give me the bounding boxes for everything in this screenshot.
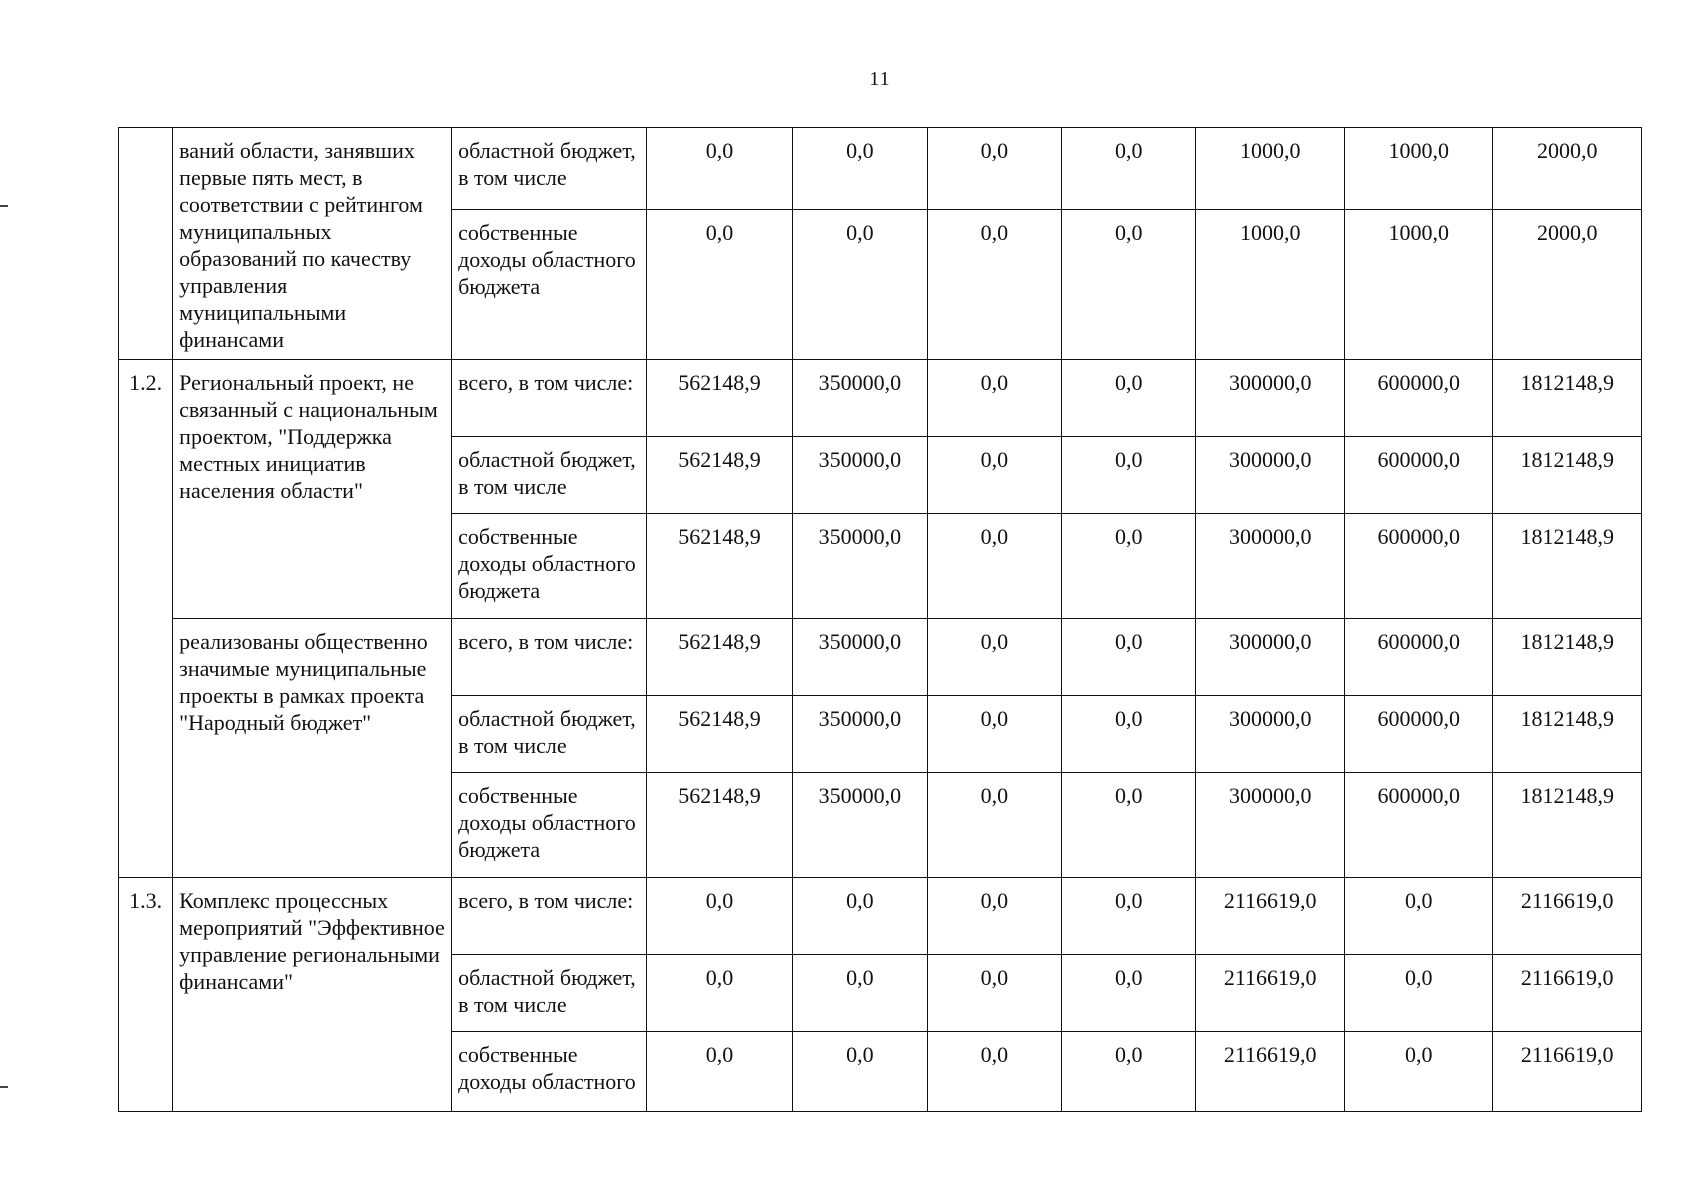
funding-source: собственные доходы областного бюджета: [452, 209, 647, 359]
amount-cell: 0,0: [646, 878, 792, 955]
amount-cell: 0,0: [927, 696, 1061, 773]
amount-cell: 0,0: [646, 128, 792, 210]
amount-cell: 2000,0: [1493, 128, 1642, 210]
amount-cell: 0,0: [927, 360, 1061, 437]
table-row: [119, 878, 1642, 955]
amount-cell: 562148,9: [646, 360, 792, 437]
amount-cell: 300000,0: [1196, 696, 1344, 773]
edge-mark: [0, 1086, 8, 1088]
funding-source: областной бюджет, в том числе: [452, 696, 647, 773]
funding-source: всего, в том числе:: [452, 878, 647, 955]
item-number: 1.3.: [119, 878, 173, 1112]
item-description: Комплекс процессных мероприятий "Эффективное управление региональными финансами": [173, 878, 452, 1112]
amount-cell: 350000,0: [793, 696, 927, 773]
budget-table: [118, 127, 1642, 1112]
funding-source: областной бюджет, в том числе: [452, 128, 647, 210]
amount-cell: 0,0: [1062, 619, 1196, 696]
amount-cell: 600000,0: [1344, 619, 1492, 696]
amount-cell: 1812148,9: [1493, 696, 1642, 773]
table-body: [119, 128, 1642, 1112]
amount-cell: 0,0: [1062, 360, 1196, 437]
amount-cell: 2116619,0: [1196, 955, 1344, 1032]
amount-cell: 0,0: [1344, 1032, 1492, 1112]
amount-cell: 2116619,0: [1493, 878, 1642, 955]
amount-cell: 2116619,0: [1493, 1032, 1642, 1112]
amount-cell: 600000,0: [1344, 360, 1492, 437]
amount-cell: 2116619,0: [1493, 955, 1642, 1032]
amount-cell: 0,0: [793, 1032, 927, 1112]
item-number: [119, 128, 173, 360]
amount-cell: 0,0: [1062, 878, 1196, 955]
amount-cell: 2116619,0: [1196, 878, 1344, 955]
amount-cell: 0,0: [927, 128, 1061, 210]
amount-cell: 300000,0: [1196, 437, 1344, 514]
item-number: 1.2.: [119, 360, 173, 878]
amount-cell: 0,0: [927, 437, 1061, 514]
amount-cell: 0,0: [646, 955, 792, 1032]
table-row: [119, 128, 1642, 210]
amount-cell: 2116619,0: [1196, 1032, 1344, 1112]
amount-cell: 0,0: [1344, 955, 1492, 1032]
amount-cell: 600000,0: [1344, 437, 1492, 514]
amount-cell: 0,0: [1062, 1032, 1196, 1112]
amount-cell: 0,0: [646, 1032, 792, 1112]
amount-cell: 0,0: [1062, 514, 1196, 619]
amount-cell: 1000,0: [1344, 209, 1492, 359]
funding-source: областной бюджет, в том числе: [452, 437, 647, 514]
amount-cell: 0,0: [927, 955, 1061, 1032]
amount-cell: 0,0: [927, 514, 1061, 619]
amount-cell: 562148,9: [646, 696, 792, 773]
amount-cell: 2000,0: [1493, 209, 1642, 359]
amount-cell: 1000,0: [1344, 128, 1492, 210]
amount-cell: 0,0: [927, 619, 1061, 696]
amount-cell: 0,0: [927, 1032, 1061, 1112]
amount-cell: 600000,0: [1344, 773, 1492, 878]
amount-cell: 1812148,9: [1493, 619, 1642, 696]
amount-cell: 0,0: [1062, 773, 1196, 878]
page-number: 11: [869, 68, 891, 90]
amount-cell: 350000,0: [793, 773, 927, 878]
amount-cell: 0,0: [927, 209, 1061, 359]
amount-cell: 350000,0: [793, 514, 927, 619]
amount-cell: 1812148,9: [1493, 437, 1642, 514]
amount-cell: 562148,9: [646, 437, 792, 514]
amount-cell: 0,0: [793, 128, 927, 210]
amount-cell: 350000,0: [793, 437, 927, 514]
table-row: [119, 360, 1642, 437]
amount-cell: 562148,9: [646, 514, 792, 619]
amount-cell: 350000,0: [793, 360, 927, 437]
amount-cell: 350000,0: [793, 619, 927, 696]
amount-cell: 0,0: [793, 878, 927, 955]
amount-cell: 600000,0: [1344, 696, 1492, 773]
funding-source: собственные доходы областного бюджета: [452, 514, 647, 619]
edge-mark: [0, 205, 8, 207]
funding-source: всего, в том числе:: [452, 360, 647, 437]
amount-cell: 1000,0: [1196, 128, 1344, 210]
amount-cell: 0,0: [1062, 437, 1196, 514]
amount-cell: 1000,0: [1196, 209, 1344, 359]
funding-source: собственные доходы областного бюджета: [452, 773, 647, 878]
amount-cell: 0,0: [1062, 128, 1196, 210]
amount-cell: 1812148,9: [1493, 514, 1642, 619]
amount-cell: 300000,0: [1196, 619, 1344, 696]
item-description: реализованы общественно значимые муниципальные проекты в рамках проекта "Народный бюджет": [173, 619, 452, 878]
amount-cell: 562148,9: [646, 773, 792, 878]
amount-cell: 0,0: [1062, 209, 1196, 359]
amount-cell: 0,0: [927, 773, 1061, 878]
item-description: ваний области, занявших первые пять мест, в соответствии с рейтингом муниципальных образований по качеству управления муниципальными финансами: [173, 128, 452, 360]
amount-cell: 300000,0: [1196, 514, 1344, 619]
amount-cell: 0,0: [1062, 955, 1196, 1032]
table-row: [119, 619, 1642, 696]
amount-cell: 0,0: [1062, 696, 1196, 773]
amount-cell: 0,0: [646, 209, 792, 359]
amount-cell: 1812148,9: [1493, 773, 1642, 878]
funding-source: областной бюджет, в том числе: [452, 955, 647, 1032]
amount-cell: 300000,0: [1196, 773, 1344, 878]
funding-source: собственные доходы областного: [452, 1032, 647, 1112]
amount-cell: 0,0: [1344, 878, 1492, 955]
amount-cell: 300000,0: [1196, 360, 1344, 437]
funding-source: всего, в том числе:: [452, 619, 647, 696]
amount-cell: 1812148,9: [1493, 360, 1642, 437]
amount-cell: 0,0: [927, 878, 1061, 955]
amount-cell: 600000,0: [1344, 514, 1492, 619]
amount-cell: 0,0: [793, 955, 927, 1032]
item-description: Региональный проект, не связанный с национальным проектом, "Поддержка местных инициатив населения области": [173, 360, 452, 619]
amount-cell: 0,0: [793, 209, 927, 359]
amount-cell: 562148,9: [646, 619, 792, 696]
